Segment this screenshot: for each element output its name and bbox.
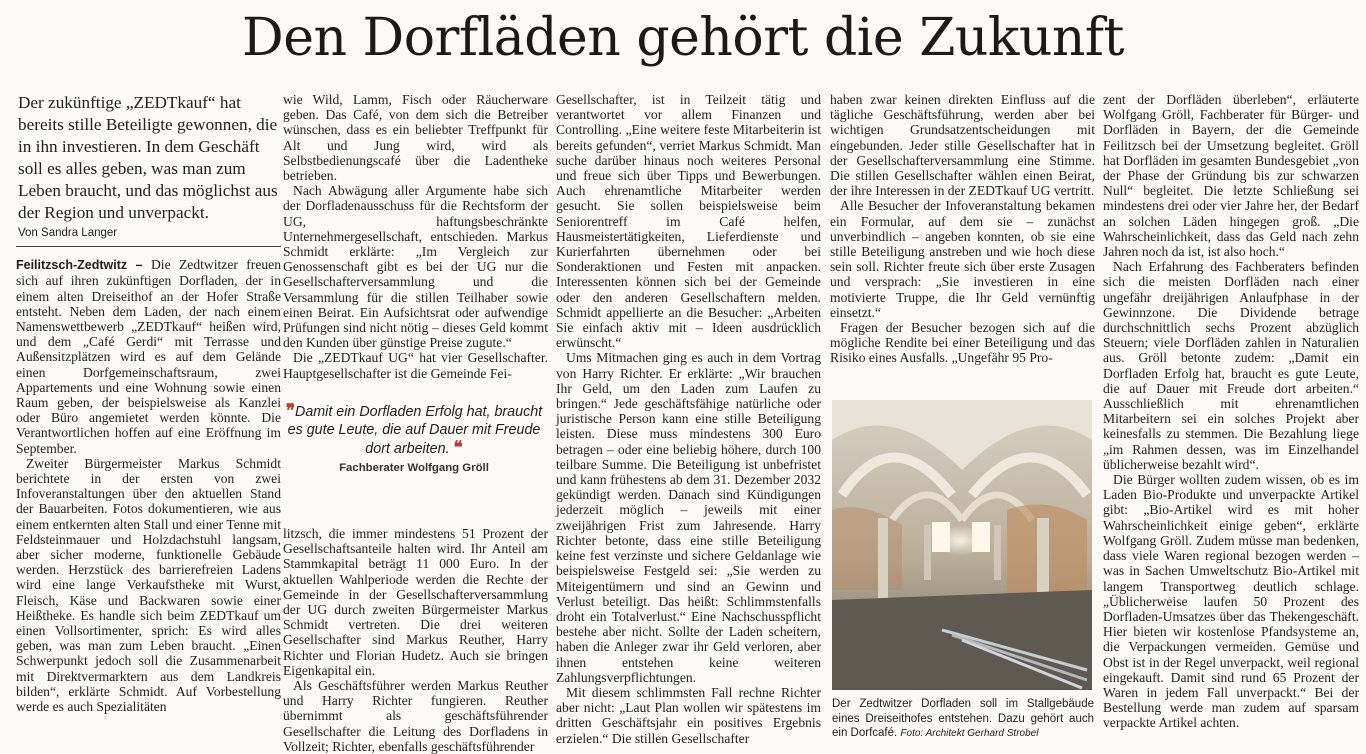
paragraph: Nach Erfahrung des Fachberaters befinden sich die meisten Dorfläden nach einer ungefähr dreijährigen Anlaufphase in der Gewinnzone. Die Dividende betrage durchschnittlich sechs Prozent abzüglich Steuern; viele Dorfläden zahlen in Naturalien aus. Gröll betonte zudem: „Damit ein Dorfladen Erfolg hat, braucht es gute Leute, die auf Dauer mit Freude dort arbeiten.“ Ausschließlich mit ehrenamtlichen Mitarbeitern sei ein solches Projekt aber keinesfalls zu stemmen. Die Bezahlung liege „im Rahmen dessen, was im Einzelhandel üblicherweise bezahlt wird“. — [1103, 259, 1359, 472]
column-3 — [556, 92, 821, 746]
headline: Den Dorfläden gehört die Zukunft — [242, 8, 1124, 68]
column-2-top — [283, 92, 548, 381]
vaulted-stable-photo — [832, 400, 1092, 690]
paragraph: Die Bürger wollten zudem wissen, ob es im Laden Bio-Produkte und unverpackte Artikel gibt: „Bio-Artikel wird es mit hoher Wahrscheinlichkeit einige geben“, erklärte Wolfgang Gröll. Zudem müsse man bedenken, dass viele Waren regional bezogen werden – was in Sachen Umweltschutz Bio-Artikel mit langem Transportweg deutlich schlage. „Üblicherweise laufen 50 Prozent des Dorfladen-Umsatzes über das Thekengeschäft. Hier bieten wir kostenlose Pfandsysteme an, die Verpackungen vermeiden. Gemüse und Obst ist in der Regel unverpackt, weil regional eingekauft. Damit sind rund 65 Prozent der Waren in jedem Fall unverpackt.“ Bei der Bestellung werde man zudem auf sparsam verpackte Artikel achten. — [1103, 472, 1359, 731]
paragraph: Als Geschäftsführer werden Markus Reuther und Harry Richter fungieren. Reuther übernimmt als geschäftsführender Gesellschafter die Leitung des Dorfladens in Vollzeit; Richter, ebenfalls geschäftsführender — [283, 678, 548, 754]
quote-body: Damit ein Dorfladen Erfolg hat, braucht es gute Leute, die auf Dauer mit Freude dort arbeiten. — [287, 404, 543, 457]
column-4 — [830, 92, 1095, 366]
paragraph: Mit diesem schlimmsten Fall rechne Richter aber nicht: „Laut Plan wollen wir spätestens im dritten Geschäftsjahr ein positives Ergebnis erzielen.“ Die stillen Gesellschafter — [556, 684, 821, 746]
pull-quote-source: Fachberater Wolfgang Gröll — [339, 462, 489, 474]
column-2-bottom — [283, 526, 548, 754]
dateline: Feilitzsch-Zedtwitz – — [16, 258, 143, 273]
paragraph: Alle Besucher der Infoveranstaltung bekamen ein Formular, auf dem sie – zunächst unverbindlich – angeben konnten, ob sie eine stille Beteiligung anstreben und wie hoch diese sein soll. Richter freute sich über erste Zusagen und versprach: „Sie investieren in eine motivierte Truppe, die Ihr Geld vernünftig einsetzt.“ — [830, 198, 1095, 320]
paragraph: Fragen der Besucher bezogen sich auf die mögliche Rendite bei einer Beteiligung und das Risiko eines Ausfalls. „Ungefähr 95 Pro- — [830, 320, 1095, 366]
paragraph: Ums Mitmachen ging es auch in dem Vortrag von Harry Richter. Er erklärte: „Wir brauchen Ihr Geld, um den Laden zum Laufen zu bringen.“ Jede geschäftsfähige natürliche oder juristische Person kann eine stille Beteiligung leisten. Diese muss mindestens 300 Euro betragen – oder eine beliebig höhere, durch 100 teilbare Summe. Die Beteiligung ist unbefristet und kann frühestens ab dem 31. Dezember 2032 gekündigt werden. Danach sind Kündigungen jederzeit möglich – jeweils mit einer zweijährigen Frist zum Jahresende. Harry Richter betonte, dass eine stille Beteiligung keine fest verzinste und sichere Geldanlage wie beispielsweise Festgeld sei: „Sie werden zu Miteigentümern und sind an Gewinn und Verlust beteiligt. Das heißt: Schlimmstenfalls droht ein Totalverlust.“ Eine Nachschusspflicht bestehe aber nicht. Sollte der Laden scheitern, haben die Anleger zwar ihr Geld verloren, aber ihnen entstehen keine weiteren Zahlungsverpflichtungen. — [556, 350, 821, 685]
pull-quote — [283, 402, 545, 474]
paragraph: litzsch, die immer mindestens 51 Prozent der Gesellschaftsanteile halten wird. Ihr Anteil am Stammkapital beträgt 11 000 Euro. In der aktuellen Wahlperiode werden die Rechte der Gemeinde in der Gesellschafterversammlung der UG durch zweiten Bürgermeister Markus Schmidt vertreten. Die drei weiteren Gesellschafter sind Markus Reuther, Harry Richter und Florian Hudetz. Auch sie bringen Eigenkapital ein. — [283, 526, 548, 678]
column-1 — [16, 92, 281, 714]
lead-paragraph: Der zukünftige „ZEDTkauf“ hat bereits stille Beteiligte gewonnen, die in ihn investieren. In dem Geschäft soll es alles geben, was man zum Leben braucht, und das möglichst aus der Region und unverpackt. — [18, 93, 278, 222]
paragraph: Zweiter Bürgermeister Markus Schmidt berichtete in der ersten von zwei Infoveranstaltungen über den aktuellen Stand der Bauarbeiten. Fotos dokumentieren, wie aus einem entkernten alten Stall und einer Tenne mit Feldsteinmauer und Holzdachstuhl langsam, aber sicher moderne, funktionelle Gebäude werden. Herzstück des barrierefreien Ladens wird eine lange Verkaufstheke mit Wurst, Fleisch, Käse und Backwaren sowie einer Heißtheke. Es handle sich beim ZEDTkauf um einen Vollsortimenter, sprich: Es wird alles geben, was man zum Leben braucht. „Einen Schwerpunkt jedoch soll die Zusammenarbeit mit Direktvermarktern aus dem Landkreis bilden“, erklärte Schmidt. Auf Vorbestellung werde es auch Spezialitäten — [16, 455, 281, 715]
byline: Von Sandra Langer — [16, 224, 281, 247]
article-photo — [832, 400, 1092, 690]
paragraph: wie Wild, Lamm, Fisch oder Räucherware geben. Das Café, von dem sich die Betreiber wünschen, dass es ein beliebter Treffpunkt für Alt und Jung wird, wird als Selbstbedienungscafé über die Ladentheke betrieben. — [283, 92, 548, 184]
photo-caption-text: Der Zedtwitzer Dorfladen soll im Stallgebäude eines Dreiseithofes entstehen. Dazu gehört auch ein Dorfcafé. — [832, 698, 1094, 739]
paragraph: Gesellschafter, ist in Teilzeit tätig und verantwortet vor allem Finanzen und Controlling. „Eine weitere feste Mitarbeiterin ist bereits gefunden“, verriet Markus Schmidt. Man suche darüber hinaus noch weiteres Personal und freue sich über Tipps und Bewerbungen. Auch ehrenamtliche Mitarbeiter werden gesucht. Sie sollen beispielsweise beim Seniorentreff im Café helfen, Hausmeistertätigkeiten, Lieferdienste und Kurierfahrten übernehmen oder bei Sonderaktionen und Festen mit anpacken. Interessenten können sich bei der Gemeinde oder den anderen Gesellschaftern melden. Schmidt appellierte an die Besucher: „Arbeiten Sie einfach aktiv mit – Ideen ausdrücklich erwünscht.“ — [556, 92, 821, 351]
paragraph: Die „ZEDTkauf UG“ hat vier Gesellschafter. Hauptgesellschafter ist die Gemeinde Fei- — [283, 350, 548, 381]
photo-credit: Foto: Architekt Gerhard Strobel — [900, 728, 1039, 739]
photo-caption — [832, 697, 1094, 742]
column-5 — [1103, 92, 1359, 731]
paragraph — [16, 257, 281, 456]
quote-open-icon: ❞ — [285, 401, 295, 420]
paragraph: Nach Abwägung aller Argumente habe sich der Dorfladenausschuss für die Rechtsform der UG, haftungsbeschränkte Unternehmergesellschaft, entschieden. Markus Schmidt erklärte: „Im Vergleich zur Genossenschaft gibt es bei der UG nur die Gesellschafterversammlung und die Versammlung für die stillen Teilhaber sowie einen Beirat. Ein Aufsichtsrat oder aufwendige Prüfungen sind nicht nötig – dieses Geld kommt den Kunden über günstige Preise zugute.“ — [283, 183, 548, 351]
paragraph: haben zwar keinen direkten Einfluss auf die tägliche Geschäftsführung, werden aber bei wichtigen Grundsatzentscheidungen mit eingebunden. Jeder stille Gesellschafter hat in der Gesellschafterversammlung eine Stimme. Die stillen Gesellschafter wählen einen Beirat, der ihre Interessen in der ZEDTkauf UG vertritt. — [830, 92, 1095, 199]
pull-quote-text — [283, 402, 545, 458]
paragraph: zent der Dorfläden überleben“, erläuterte Wolfgang Gröll, Fachberater für Bürger- und Dorfläden in Bayern, der die Gemeinde Feilitzsch bei der Umsetzung begleitet. Gröll hat Dorfläden im gesamten Bundesgebiet „von der Phase der Gründung bis zur schwarzen Null“ begleitet. Die letzte Schließung sei mindestens drei oder vier Jahre her, der Bedarf an solchen Läden hingegen groß. „Die Wahrscheinlichkeit, dass das Geld nach zehn Jahren noch da ist, ist also hoch.“ — [1103, 92, 1359, 260]
quote-close-icon: ❝ — [453, 438, 463, 457]
paragraph-text: Die Zedtwitzer freuen sich auf ihren zukünftigen Dorfladen, der in einem alten Dreiseithof an der Hofer Straße entsteht. Neben dem Laden, der nach einem Namenswettbewerb „ZEDTkauf“ heißen wird, und dem „Café Gerdi“ mit Terrasse und Außensitzplätzen wird es auf dem Gelände einen Dorfgemeinschaftsraum, zwei Appartements und eine Wohnung sowie einen Raum geben, der beispielsweise als Kanzlei oder Büro angemietet werden könnte. Die Verantwortlichen hoffen auf eine Eröffnung im September. — [16, 257, 281, 456]
